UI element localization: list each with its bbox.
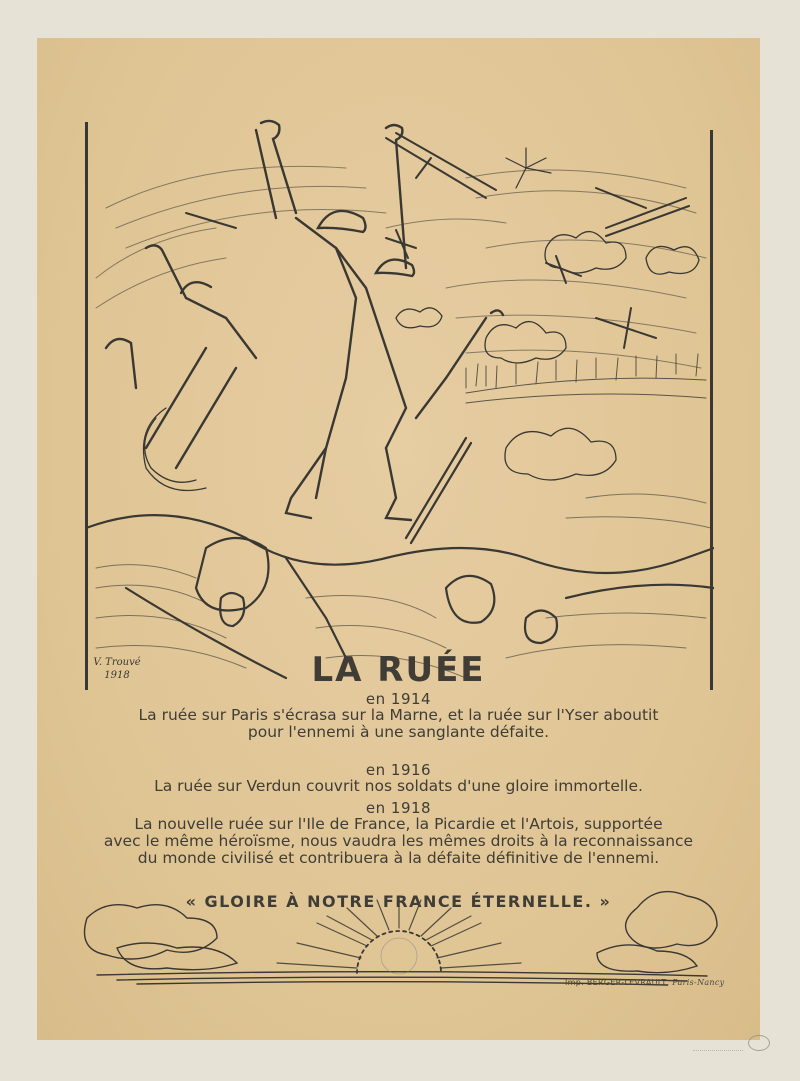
printer-prefix: Imp.: [565, 978, 584, 987]
artist-name: V. Trouvé: [93, 657, 141, 668]
printer-credit: [565, 978, 725, 987]
section-line: La ruée sur Verdun couvrit nos soldats d'une gloire immortelle.: [154, 777, 643, 795]
section-line: du monde civilisé et contribuera à la défaite définitive de l'ennemi.: [137, 849, 660, 867]
section-line: pour l'ennemi à une sanglante défaite.: [247, 723, 550, 741]
printer-name: BERGER-LEVRAULT,: [586, 978, 670, 987]
poster-sheet: [37, 38, 760, 1040]
section-1918: [77, 801, 720, 867]
battle-illustration: [86, 118, 714, 693]
section-year: en 1914: [365, 690, 432, 708]
slogan: « GLOIRE À NOTRE FRANCE ÉTERNELLE. »: [185, 892, 612, 911]
section-1914: [77, 692, 720, 741]
section-1916: [77, 763, 720, 795]
section-line: La nouvelle ruée sur l'Ile de France, la Picardie et l'Artois, supportée: [134, 815, 663, 833]
section-year: en 1916: [365, 761, 432, 779]
artist-year: 1918: [104, 670, 130, 681]
section-line: La ruée sur Paris s'écrasa sur la Marne, et la ruée sur l'Yser aboutit: [138, 706, 659, 724]
library-stamp-icon: [748, 1035, 770, 1051]
poster-title: LA RUÉE: [311, 650, 486, 690]
section-year: en 1918: [365, 799, 432, 817]
printer-city: Paris-Nancy: [672, 978, 725, 987]
section-line: avec le même héroïsme, nous vaudra les mêmes droits à la reconnaissance: [103, 832, 694, 850]
pencil-annotation: [693, 1042, 743, 1051]
